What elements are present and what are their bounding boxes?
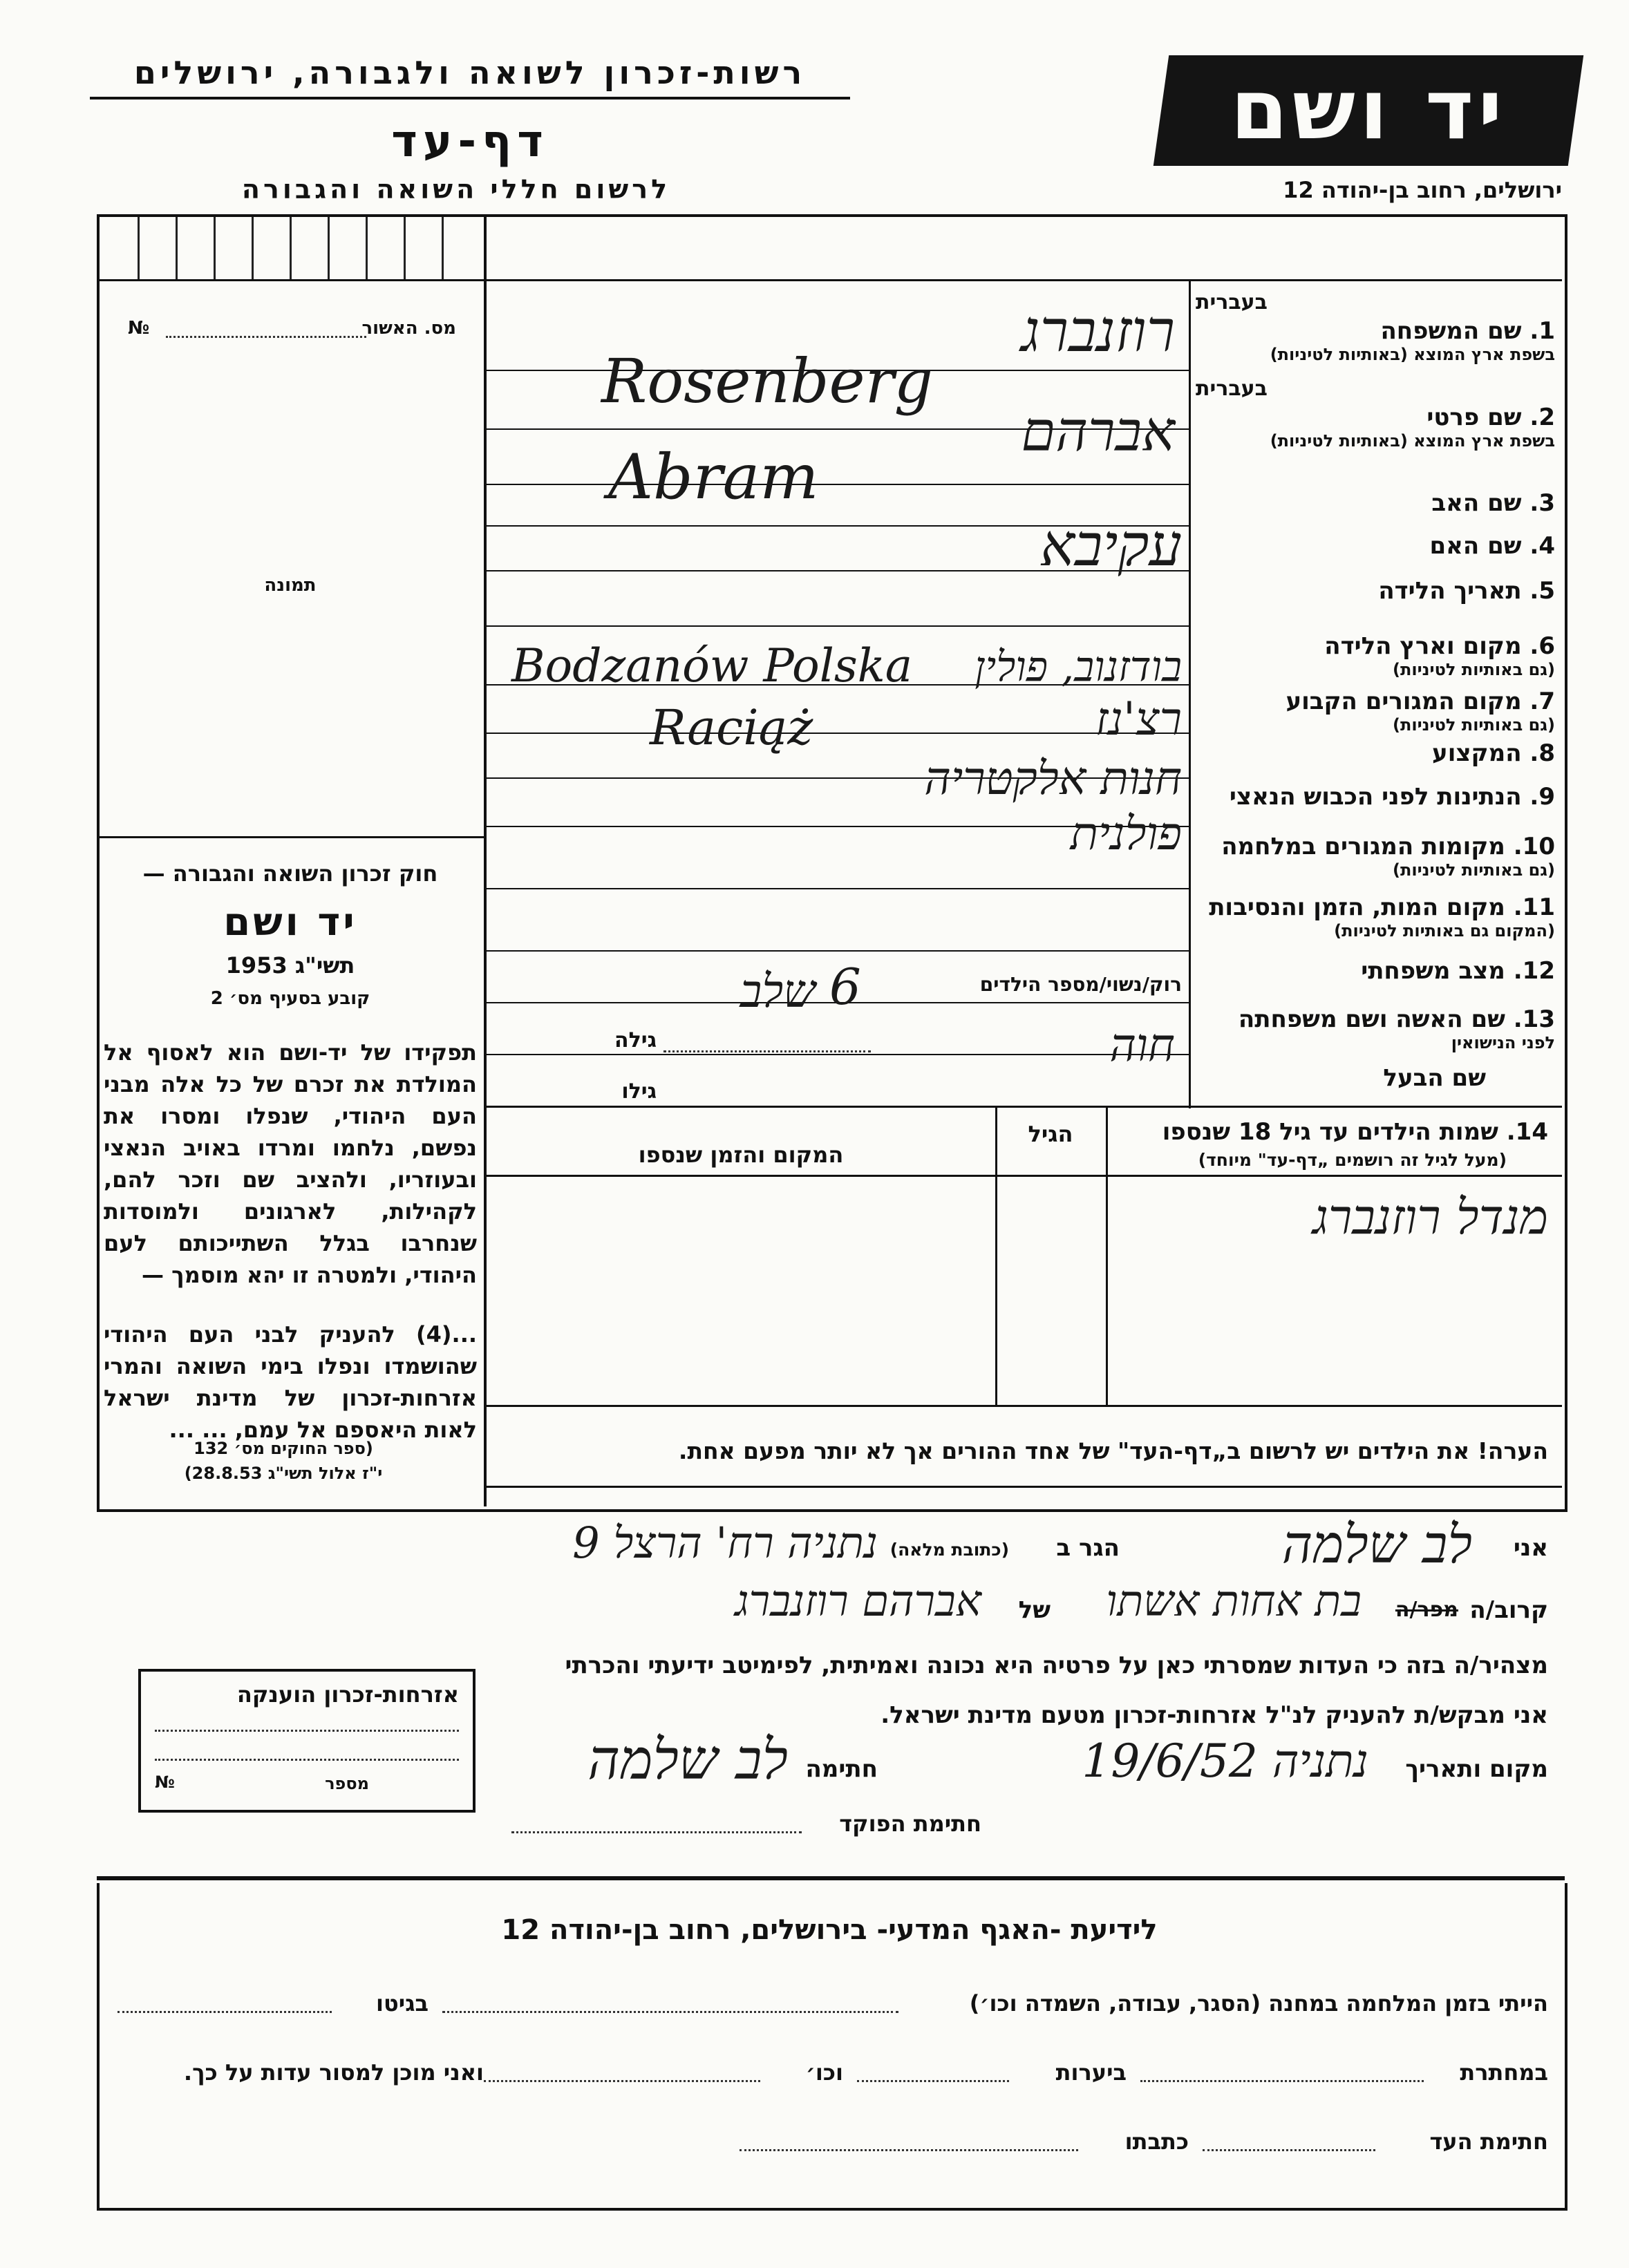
footer-testify-label: ואני מוכן למסור עדות על כך.: [183, 2059, 484, 2086]
wife-name[interactable]: חוה: [1109, 1019, 1175, 1072]
child-entry[interactable]: מנדל רוזנברג: [1312, 1189, 1548, 1245]
field-label-1: [1196, 290, 1555, 364]
decl-i: אני: [1513, 1534, 1548, 1562]
children-title-text: שמות הילדים עד גיל 18 שנספו: [1162, 1118, 1498, 1146]
field-label-text: [1196, 532, 1555, 560]
decl-statement: מצהיר/ה בזה כי העדות שמסרתי כאן על פרטיה היא נכונה ואמיתית, לפימיטב ידיעתי והכרתי: [565, 1652, 1548, 1679]
decl-official-dots: [511, 1831, 802, 1833]
footer-ghetto-dots: [117, 2011, 332, 2013]
field-label: מקומות המגורים במלחמה: [1221, 833, 1505, 860]
field-number: 11.: [1513, 894, 1555, 921]
note-bottom-line: [487, 1486, 1562, 1488]
field-label-text: [1196, 783, 1555, 811]
field-label-11: [1196, 894, 1555, 941]
field-label: הנתינות לפני הכבוש הנאצי: [1229, 783, 1522, 811]
field-label-2: [1196, 377, 1555, 451]
decl-signature-label: חתימה: [805, 1755, 878, 1783]
decl-relative-name[interactable]: אברהם רוזנברג: [735, 1576, 981, 1626]
children-count[interactable]: 6: [829, 958, 861, 1016]
age-header: הגיל: [1028, 1121, 1073, 1147]
authority-underline: [90, 97, 850, 100]
law-title: חוק זכרון השואה והגבורה —: [142, 860, 438, 887]
citizenship-dots-1: [155, 1730, 459, 1732]
marital-value[interactable]: שלב: [740, 965, 816, 1018]
children-col-divider-2: [995, 1108, 997, 1405]
photo-label: תמונה: [264, 575, 317, 596]
form-subtitle: לרשום חללי השואה והגבורה: [241, 174, 671, 205]
field-number: 6.: [1529, 632, 1555, 660]
field-sublabel: בשפת ארץ המוצא (באותיות לטיניות): [1270, 431, 1555, 451]
field-sublabel: לפני הנישואין: [1451, 1033, 1555, 1052]
hebrew-tag: בעברית: [1196, 290, 1268, 314]
label-column-divider: [1189, 279, 1191, 1108]
row-line-3: [487, 484, 1189, 485]
field-label: מצב משפחתי: [1361, 957, 1505, 985]
field-number: 7.: [1529, 688, 1555, 715]
field-label-5: [1196, 577, 1555, 605]
field-label: תאריך הלידה: [1378, 577, 1522, 605]
field-label: שם האשה ושם משפחתה: [1238, 1005, 1505, 1033]
law-text-2: ...(4) להעניק לבני העם היהודי שהושמדו ונפלו בימי השואה והמרי אזרחות-זכרון של מדינת ישראל לאות היאספם אל עמם, ... ...: [104, 1321, 477, 1443]
husband-label: שם הבעל: [1383, 1064, 1486, 1092]
field-label: מקום המגורים הקבוע: [1286, 688, 1522, 715]
left-column-divider: [484, 217, 487, 1506]
children-note: הערה! את הילדים יש לרשום ב„דף-העד" של אחד ההורים אך לא יותר מפעם אחת.: [678, 1437, 1548, 1464]
decl-signature[interactable]: לב שלמה: [587, 1728, 788, 1792]
citizenship-box: [138, 1669, 475, 1813]
footer-title: לידיעת -האגף המדעי- בירושלים, רחוב בן-יהודה 12: [501, 1914, 1158, 1946]
field-label: המקצוע: [1432, 739, 1522, 767]
field-number: 9.: [1529, 783, 1555, 811]
field-sublabel: בשפת ארץ המוצא (באותיות לטיניות): [1270, 345, 1555, 364]
children-bottom-line: [487, 1405, 1562, 1407]
hebrew-tag: בעברית: [1196, 377, 1268, 401]
footer-forests-label: ביערות: [1055, 2059, 1127, 2086]
footer-ghetto-label: בגיטו: [376, 1990, 429, 2016]
field-sublabel: (גם באותיות לטיניות): [1393, 860, 1555, 880]
field-label-text: [1196, 632, 1555, 660]
decl-name[interactable]: לב שלמה: [1281, 1513, 1472, 1575]
children-col-divider-1: [1106, 1108, 1108, 1405]
father-name[interactable]: עקיבא: [1039, 511, 1182, 579]
children-title-num: 14.: [1506, 1118, 1548, 1146]
field-label: שם האם: [1429, 532, 1522, 560]
confirmation-no: №: [128, 318, 150, 339]
decl-resides: הגר ב: [1056, 1534, 1120, 1562]
family-name-latin[interactable]: Rosenberg: [601, 346, 933, 417]
field-label-8: [1196, 739, 1555, 767]
field-label-7: [1196, 688, 1555, 735]
law-section: קובע בסעיף מס׳ 2: [210, 988, 370, 1009]
residence-latin[interactable]: Raciąż: [650, 699, 813, 756]
form-title: דף-עד: [391, 116, 549, 167]
decl-relative: קרוב/ה: [1469, 1596, 1548, 1624]
field-label-text: [1196, 688, 1555, 715]
decl-official-label: חתימת הפוקד: [839, 1811, 981, 1837]
confirmation-dots: [166, 336, 366, 338]
husband-age-label: גילו: [621, 1079, 657, 1104]
top-row-divider: [100, 279, 1562, 281]
decl-address-label: (כתובת מלאה): [889, 1540, 1009, 1560]
field-label-text: [1196, 577, 1555, 605]
address: ירושלים, רחוב בן-יהודה 12: [1283, 177, 1562, 203]
footer-camp-dots: [442, 2011, 898, 2013]
footer-top-line: [97, 1876, 1565, 1880]
residence-hebrew[interactable]: רצ'נז: [1095, 692, 1182, 746]
wife-age-label: גילה: [614, 1028, 657, 1052]
field-label: שם המשפחה: [1380, 317, 1522, 345]
footer-etc-dots: [484, 2080, 760, 2082]
field-label-6: [1196, 632, 1555, 679]
citizenship-number-no: №: [155, 1773, 175, 1792]
children-subtitle: (מעל לגיל זה רושמים „דף-עד" מיוחד): [1198, 1150, 1507, 1170]
birthplace-hebrew[interactable]: בודזנוב, פולין: [974, 643, 1182, 691]
code-boxes: [100, 217, 487, 279]
field-label-text: [1196, 739, 1555, 767]
decl-relation-prefix: מפר/ה: [1395, 1598, 1458, 1622]
field-number: 8.: [1529, 739, 1555, 767]
field-label-text: [1196, 317, 1555, 345]
row-line-12: [487, 950, 1189, 952]
field-label-10: [1196, 833, 1555, 880]
footer-witness-sig-dots: [1203, 2149, 1375, 2151]
citizenship-dots-2: [155, 1759, 459, 1761]
first-name-hebrew[interactable]: אברהם: [1021, 399, 1175, 464]
field-label: שם האב: [1431, 489, 1522, 517]
footer-camp-label: הייתי בזמן המלחמה במחנה (הסגר, עבודה, השמדה וכו׳): [969, 1990, 1548, 2016]
field-label-12: [1196, 957, 1555, 985]
field-label-text: [1196, 1005, 1555, 1033]
field-label-13: [1196, 1005, 1555, 1052]
logo-text: יד ושם: [1230, 62, 1507, 158]
field-number: 5.: [1529, 577, 1555, 605]
field-label-9: [1196, 783, 1555, 811]
footer-address-dots: [740, 2149, 1078, 2151]
row-line-6: [487, 625, 1189, 627]
field-label: מקום וארץ הלידה: [1324, 632, 1522, 660]
children-title: [1133, 1118, 1548, 1146]
field-number: 1.: [1529, 317, 1555, 345]
nationality[interactable]: פולנית: [1070, 807, 1182, 860]
field-sublabel: (גם באותיות לטיניות): [1393, 715, 1555, 735]
field-label-text: [1196, 833, 1555, 860]
marital-prefix: רוק/נשוי/מספר הילדים: [979, 973, 1182, 996]
decl-place-date[interactable]: נתניה 19/6/52: [1082, 1735, 1368, 1788]
law-text-1: תפקידו של יד-ושם הוא לאסוף אל המולדת את זכרם של כל אלה מבני העם היהודי, שנפלו ומסרו את נפשם, נלחמו ומרדו באויב הנאצי ובעוזריו, ולהציב שם וזכר להם, לקהילות, לארגונים ולמוסדות שנחרבו בגלל השתייכותם לעם היהודי, ולמטרה זו יהא מוסמך —: [104, 1039, 477, 1288]
field-label-text: [1196, 957, 1555, 985]
decl-of: של: [1018, 1596, 1051, 1624]
decl-request: אני מבקש/ת להעניק לנ"ל אזרחות-זכרון מטעם מדינת ישראל.: [881, 1701, 1548, 1729]
yad-vashem-logo: [1154, 55, 1583, 166]
field-number: 3.: [1529, 489, 1555, 517]
footer-underground-label: במחתרת: [1460, 2059, 1548, 2086]
birthplace-latin[interactable]: Bodzanów Polska: [511, 639, 913, 692]
law-ref-1: (ספר החוקים מס׳ 132: [194, 1439, 373, 1458]
confirmation-label: מס. האשור: [361, 318, 456, 339]
footer-forests-dots: [857, 2080, 1009, 2082]
field-sublabel: (גם באותיות לטיניות): [1393, 660, 1555, 679]
field-label-3: [1196, 489, 1555, 517]
family-name-hebrew[interactable]: רוזנברג: [1021, 297, 1175, 365]
field-number: 12.: [1513, 957, 1555, 985]
citizenship-title: אזרחות-זכרון הוענקה: [236, 1681, 459, 1708]
profession[interactable]: חנות אלקטריה: [924, 752, 1182, 805]
children-header-line: [487, 1175, 1562, 1177]
field-number: 13.: [1513, 1005, 1555, 1033]
footer-address-label: כתבתו: [1124, 2128, 1189, 2155]
row-line-11: [487, 888, 1189, 889]
decl-address[interactable]: נתניה רח' הרצל 9: [572, 1518, 878, 1568]
row-line-15: [487, 1106, 1562, 1108]
decl-place-date-label: מקום ותאריך: [1405, 1755, 1548, 1783]
field-number: 4.: [1529, 532, 1555, 560]
wife-age-dots: [663, 1050, 871, 1052]
footer-etc-label: וכו׳: [805, 2059, 843, 2086]
field-number: 2.: [1529, 404, 1555, 431]
law-year: תשי"ג 1953: [225, 952, 355, 979]
photo-box-bottom: [100, 836, 484, 838]
field-label-text: [1196, 894, 1555, 921]
law-ref-2: י"ז אלול תשי"ג 28.8.53): [184, 1464, 383, 1483]
decl-relation[interactable]: בת אחות אשתו: [1106, 1576, 1362, 1626]
footer-witness-sig-label: חתימת העד: [1429, 2128, 1548, 2155]
citizenship-number-label: מספר: [325, 1774, 369, 1793]
field-label-text: [1196, 489, 1555, 517]
field-label-text: [1196, 404, 1555, 431]
footer-underground-dots: [1140, 2080, 1424, 2082]
authority-name: רשות-זכרון לשואה ולגבורה, ירושלים: [133, 54, 807, 91]
field-sublabel: (המקום גם באותיות לטיניות): [1334, 921, 1555, 941]
field-label-4: [1196, 532, 1555, 560]
first-name-latin[interactable]: Abram: [608, 441, 819, 513]
field-number: 10.: [1513, 833, 1555, 860]
field-label: שם פרטי: [1426, 404, 1522, 431]
field-label: מקום המות, הזמן והנסיבות: [1209, 894, 1505, 921]
place-header: המקום והזמן שנספו: [638, 1142, 844, 1168]
law-name: יד ושם: [223, 900, 357, 945]
